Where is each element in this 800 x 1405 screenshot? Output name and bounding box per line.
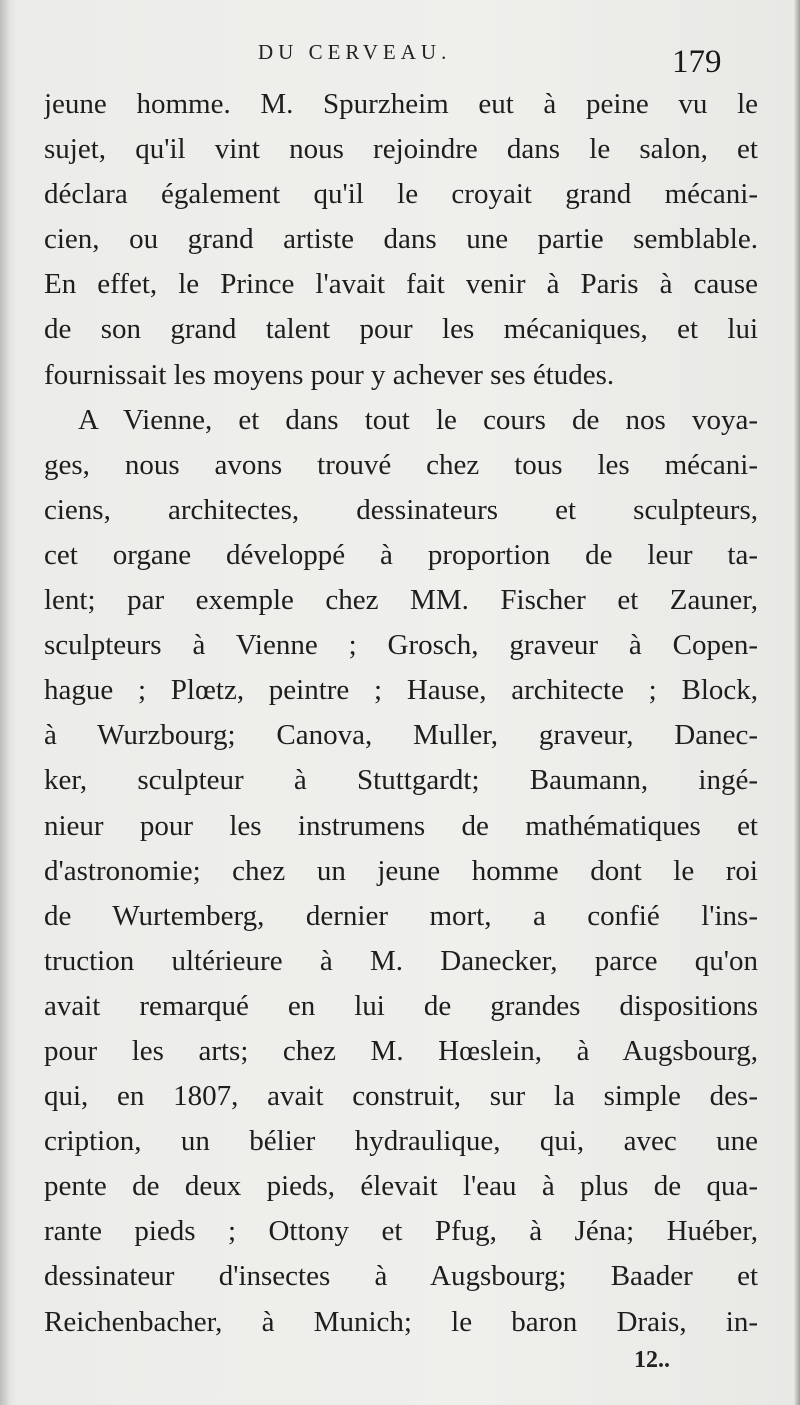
text-line: jeune homme. M. Spurzheim eut à peine vu le (44, 88, 758, 120)
text-line: déclara également qu'il le croyait grand mécani- (44, 178, 758, 211)
text-line: qui, en 1807, avait construit, sur la simple des- (44, 1080, 758, 1113)
text-line: lent; par exemple chez MM. Fischer et Zauner, (44, 584, 758, 617)
text-line: hague ; Plœtz, peintre ; Hause, architecte ; Block, (44, 674, 758, 707)
text-line: cien, ou grand artiste dans une partie semblable. (44, 223, 758, 256)
text-line: dessinateur d'insectes à Augsbourg; Baader et (44, 1260, 758, 1293)
text-line: A Vienne, et dans tout le cours de nos voya- (78, 403, 758, 436)
running-head: DU CERVEAU. (258, 40, 452, 64)
text-line: à Wurzbourg; Canova, Muller, graveur, Danec- (44, 719, 758, 752)
text-line: sculpteurs à Vienne ; Grosch, graveur à Copen- (44, 629, 758, 662)
text-line: ker, sculpteur à Stuttgardt; Baumann, ingé- (44, 764, 758, 797)
text-line: cet organe développé à proportion de leur ta- (44, 538, 758, 571)
body-text (44, 82, 758, 1345)
text-line: ges, nous avons trouvé chez tous les mécani- (44, 448, 758, 481)
text-line: sujet, qu'il vint nous rejoindre dans le salon, et (44, 133, 758, 166)
text-line: d'astronomie; chez un jeune homme dont le roi (44, 854, 758, 887)
text-line: fournissait les moyens pour y achever ses études. (44, 358, 615, 391)
text-line: truction ultérieure à M. Danecker, parce qu'on (44, 944, 758, 977)
text-line: En effet, le Prince l'avait fait venir à Paris à cause (44, 268, 758, 301)
text-line: cription, un bélier hydraulique, qui, avec une (44, 1125, 758, 1158)
page-gutter-shadow (0, 0, 10, 1405)
page-number: 179 (672, 44, 722, 80)
page-edge-shadow (794, 0, 800, 1405)
text-line: pente de deux pieds, élevait l'eau à plus de qua- (44, 1170, 758, 1203)
text-line: avait remarqué en lui de grandes dispositions (44, 989, 758, 1022)
text-line: nieur pour les instrumens de mathématiques et (44, 809, 758, 842)
text-line: rante pieds ; Ottony et Pfug, à Jéna; Huéber, (44, 1215, 758, 1248)
text-line: de son grand talent pour les mécaniques, et lui (44, 313, 758, 346)
text-line: pour les arts; chez M. Hœslein, à Augsbourg, (44, 1034, 758, 1067)
text-line: de Wurtemberg, dernier mort, a confié l'ins- (44, 899, 758, 932)
signature-mark: 12.. (634, 1347, 670, 1373)
text-line: ciens, architectes, dessinateurs et sculpteurs, (44, 493, 758, 526)
text-line: Reichenbacher, à Munich; le baron Drais, in- (44, 1305, 758, 1338)
